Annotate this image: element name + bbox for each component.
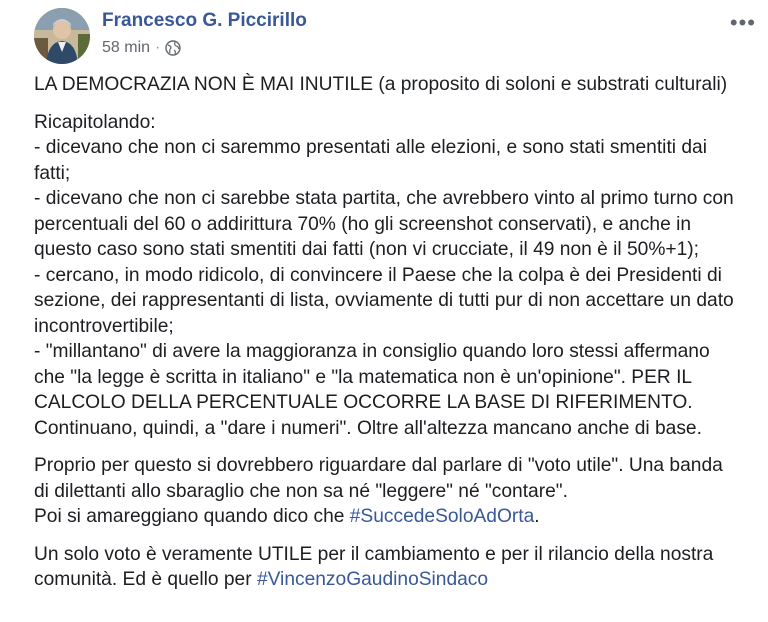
text-line: sezione, dei rappresentanti di lista, ovviamente di tutti pur di non accettare un dato [34, 290, 734, 311]
text-line: - dicevano che non ci sarebbe stata partita, che avrebbero vinto al primo turno con [34, 188, 734, 209]
text-line: Proprio per questo si dovrebbero riguardare dal parlare di "voto utile". Una banda [34, 455, 723, 476]
text-line: incontrovertibile; [34, 315, 174, 337]
post-time[interactable]: 58 min [102, 39, 151, 56]
author-name[interactable]: Francesco G. Piccirillo [102, 10, 307, 31]
hashtag-succede-solo-ad-orta[interactable]: #SuccedeSoloAdOrta [349, 506, 535, 527]
paragraph-recap [34, 110, 754, 442]
text-line: Continuano, quindi, a "dare i numeri". Oltre all'altezza mancano anche di base. [34, 417, 702, 439]
globe-icon[interactable] [165, 40, 181, 56]
text-line: - dicevano che non ci saremmo presentati alle elezioni, e sono stati smentiti dai [34, 137, 707, 158]
text-line: Ricapitolando: [34, 111, 156, 133]
hashtag-trailing-text: . [534, 506, 540, 527]
text-line: - cercano, in modo ridicolo, di convincere il Paese che la colpa è dei Presidenti di [34, 264, 722, 286]
text-line: CALCOLO DELLA PERCENTUALE OCCORRE LA BASE DI RIFERIMENTO. [34, 392, 693, 413]
paragraph-closing [34, 542, 754, 593]
author-avatar[interactable] [34, 8, 90, 64]
text-line-with-hashtag [34, 504, 754, 530]
more-options-icon[interactable]: ••• [729, 10, 756, 35]
paragraph-vote [34, 453, 754, 530]
meta-separator: · [155, 39, 161, 56]
hashtag-lead-text: Poi si amareggiano quando dico che [34, 506, 350, 527]
hashtag-lead-text: comunità. Ed è quello per [34, 569, 257, 590]
text-line: che "la legge è scritta in italiano" e "la matematica non è un'opinione". PER IL [34, 366, 693, 388]
post-body [34, 72, 754, 605]
text-line: percentuali del 60 o addirittura 70% (ho gli screenshot conservati), e anche in [34, 213, 692, 235]
text-line: LA DEMOCRAZIA NON È MAI INUTILE (a proposito di soloni e substrati culturali) [34, 74, 728, 95]
text-line: questo caso sono stati smentiti dai fatti (non vi crucciate, il 49 non è il 50%+1); [34, 239, 699, 260]
text-line: - "millantano" di avere la maggioranza in consiglio quando loro stessi affermano [34, 341, 710, 362]
text-line-with-hashtag [34, 567, 754, 593]
text-line: Un solo voto è veramente UTILE per il cambiamento e per il rilancio della nostra [34, 543, 714, 565]
hashtag-vincenzo-gaudino-sindaco[interactable]: #VincenzoGaudinoSindaco [256, 569, 489, 590]
post-meta [102, 39, 181, 57]
text-line: di dilettanti allo sbaraglio che non sa né "leggere" né "contare". [34, 480, 568, 502]
post-header [34, 6, 768, 62]
text-line: fatti; [34, 162, 71, 184]
paragraph-title [34, 72, 754, 98]
